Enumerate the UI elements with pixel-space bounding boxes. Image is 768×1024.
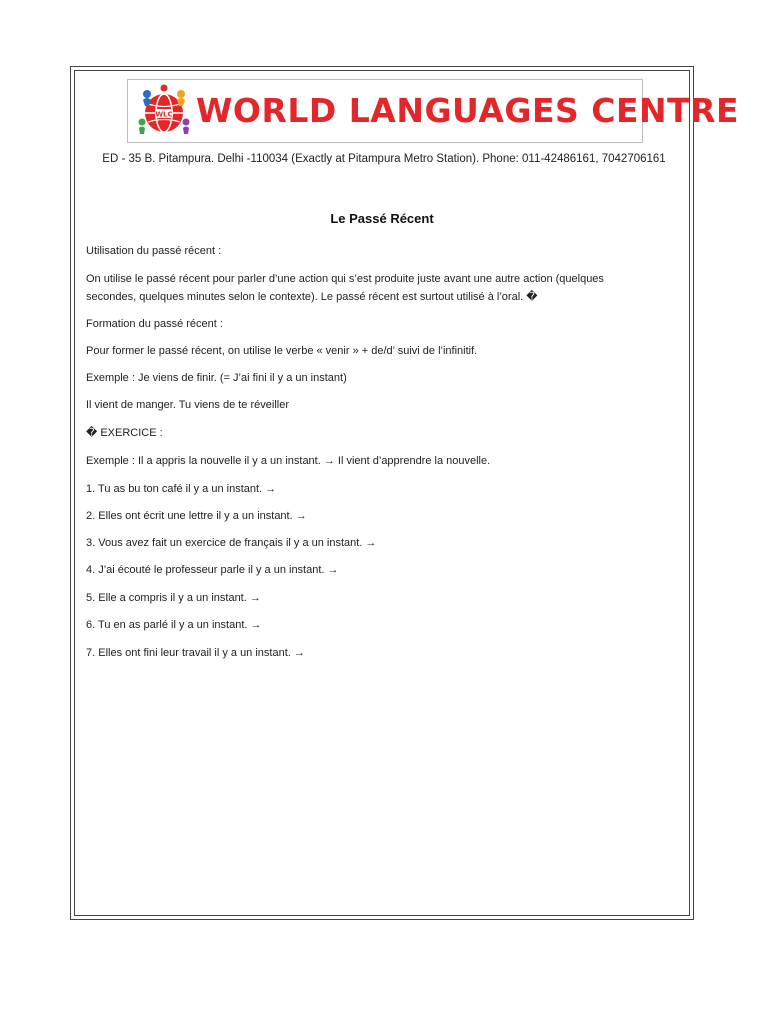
- exercise-item: 2. Elles ont écrit une lettre il y a un instant. →: [86, 510, 307, 522]
- page-title: Le Passé Récent: [330, 211, 434, 226]
- formation-paragraph: Pour former le passé récent, on utilise le verbe « venir » + de/d’ suivi de l’infinitif.: [86, 345, 478, 357]
- formation-heading: Formation du passé récent :: [86, 318, 223, 330]
- globe-emblem-icon: [138, 84, 190, 138]
- address-line: ED - 35 B. Pitampura. Delhi -110034 (Exactly at Pitampura Metro Station). Phone: 011-42486161, 7042706161: [102, 153, 666, 165]
- usage-paragraph: On utilise le passé récent pour parler d’une action qui s’est produite juste avant une autre action (quelques secondes, quelques minutes selon le contexte). Le passé récent est surtout utilisé à l’oral. �: [86, 273, 604, 303]
- exercise-item: 6. Tu en as parlé il y a un instant. →: [86, 619, 262, 631]
- exercise-item: 1. Tu as bu ton café il y a un instant. →: [86, 483, 277, 495]
- exercise-item: 7. Elles ont fini leur travail il y a un instant. →: [86, 647, 305, 659]
- logo-title: WORLD LANGUAGES CENTRE: [196, 91, 740, 130]
- exercise-example: Exemple : Il a appris la nouvelle il y a un instant. → Il vient d’apprendre la nouvelle.: [86, 455, 491, 467]
- more-examples-line: Il vient de manger. Tu viens de te réveiller: [86, 399, 289, 411]
- logo-banner: [127, 79, 740, 143]
- exercise-item: 4. J’ai écouté le professeur parle il y a un instant. →: [86, 564, 339, 576]
- exercise-item: 5. Elle a compris il y a un instant. →: [86, 592, 261, 604]
- emblem-label: WLC: [155, 110, 173, 119]
- usage-heading: Utilisation du passé récent :: [86, 245, 222, 257]
- exercise-item: 3. Vous avez fait un exercice de français il y a un instant. →: [86, 537, 377, 549]
- example-line: Exemple : Je viens de finir. (= J’ai fini il y a un instant): [86, 372, 347, 384]
- exercise-heading: � EXERCICE :: [86, 427, 163, 439]
